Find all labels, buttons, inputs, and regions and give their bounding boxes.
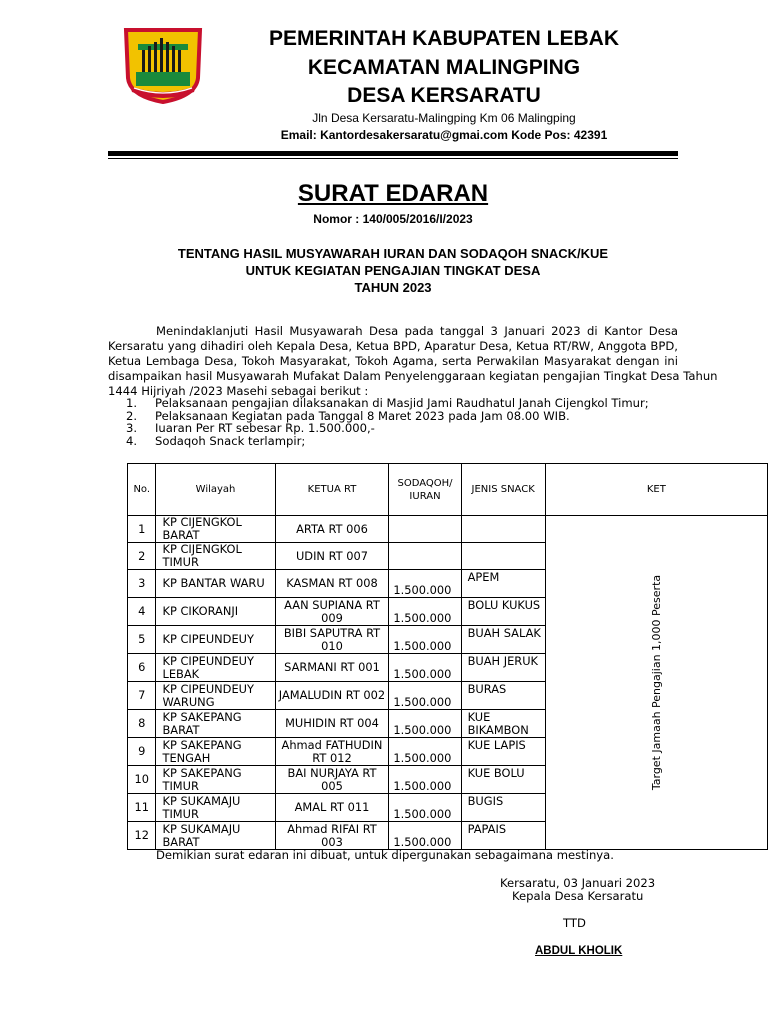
cell-snack: BUAH JERUK — [461, 654, 545, 682]
cell-wilayah: KP CIKORANJI — [156, 598, 275, 626]
cell-wilayah: KP SUKAMAJU BARAT — [156, 822, 275, 850]
cell-ket — [545, 516, 767, 850]
list-number: 2. — [126, 408, 138, 423]
signer-name: ABDUL KHOLIK — [535, 945, 623, 957]
cell-snack — [461, 543, 545, 570]
cell-iuran: 1.500.000 — [389, 794, 461, 822]
table-header-row — [128, 464, 768, 516]
cell-snack: BURAS — [461, 682, 545, 710]
list-text: Sodaqoh Snack terlampir; — [155, 433, 306, 448]
cell-ketua-rt: AAN SUPIANA RT 009 — [275, 598, 389, 626]
letterhead-contact: Email: Kantordesakersaratu@gmai.com Kode Pos: 42391 — [280, 128, 608, 142]
cell-ketua-rt: BAI NURJAYA RT 005 — [275, 766, 389, 794]
column-header: No. — [128, 464, 156, 516]
cell-ketua-rt: BIBI SAPUTRA RT 010 — [275, 626, 389, 654]
subject-line: UNTUK KEGIATAN PENGAJIAN TINGKAT DESA — [245, 263, 541, 278]
paragraph-line: Ketua Lembaga Desa, Tokoh Masyarakat, Tokoh Agama, serta Perwakilan Masyarakat dengan ini — [108, 354, 678, 368]
cell-ketua-rt: AMAL RT 011 — [275, 794, 389, 822]
ket-note: Target Jamaah Pengajian 1,000 Peserta — [649, 574, 663, 791]
column-header: JENIS SNACK — [461, 464, 545, 516]
cell-iuran: 1.500.000 — [389, 598, 461, 626]
closing-statement: Demikian surat edaran ini dibuat, untuk dipergunakan sebagaimana mestinya. — [156, 848, 614, 862]
list-item — [108, 409, 678, 422]
cell-wilayah: KP SUKAMAJU TIMUR — [156, 794, 275, 822]
cell-no: 7 — [128, 682, 156, 710]
list-number: 3. — [126, 421, 138, 435]
list-text: Iuaran Per RT sebesar Rp. 1.500.000,- — [155, 421, 375, 435]
paragraph-line: Menindaklanjuti Hasil Musyawarah Desa pada tanggal 3 Januari 2023 di Kantor Desa — [156, 324, 678, 338]
column-header: KETUA RT — [275, 464, 389, 516]
list-text: Pelaksanaan pengajian dilaksanakan di Masjid Jami Raudhatul Janah Cijengkol Timur; — [155, 396, 649, 410]
cell-iuran — [389, 543, 461, 570]
cell-no: 12 — [128, 822, 156, 850]
letterhead-address: Jln Desa Kersaratu-Malingping Km 06 Malingping — [312, 111, 576, 125]
cell-snack: PAPAIS — [461, 822, 545, 850]
cell-ketua-rt: UDIN RT 007 — [275, 543, 389, 570]
cell-wilayah: KP CIPEUNDEUY — [156, 626, 275, 654]
cell-iuran — [389, 516, 461, 543]
letterhead-village: DESA KERSARATU — [347, 84, 541, 107]
column-header: Wilayah — [156, 464, 275, 516]
cell-ketua-rt: KASMAN RT 008 — [275, 570, 389, 598]
subject-line: TENTANG HASIL MUSYAWARAH IURAN DAN SODAQOH SNACK/KUE — [177, 246, 609, 261]
cell-iuran: 1.500.000 — [389, 570, 461, 598]
snack-schedule-table — [127, 463, 768, 850]
cell-wilayah: KP CIPEUNDEUY WARUNG — [156, 682, 275, 710]
list-item — [108, 421, 678, 434]
cell-wilayah: KP CIPEUNDEUY LEBAK — [156, 654, 275, 682]
cell-no: 6 — [128, 654, 156, 682]
list-number: 4. — [126, 433, 138, 448]
cell-wilayah: KP SAKEPANG BARAT — [156, 710, 275, 738]
cell-snack: BUAH SALAK — [461, 626, 545, 654]
paragraph-line: disampaikan hasil Musyawarah Mufakat Dalam Penyelenggaraan kegiatan pengajian Tingkat Desa Tahun — [108, 369, 718, 383]
cell-no: 9 — [128, 738, 156, 766]
cell-snack: APEM — [461, 570, 545, 598]
cell-wilayah: KP CIJENGKOL TIMUR — [156, 543, 275, 570]
place-and-date: Kersaratu, 03 Januari 2023 — [500, 876, 656, 890]
cell-iuran: 1.500.000 — [389, 626, 461, 654]
cell-no: 8 — [128, 710, 156, 738]
cell-ketua-rt: SARMANI RT 001 — [275, 654, 389, 682]
paragraph-line: Kersaratu yang dihadiri oleh Kepala Desa, Ketua BPD, Aparatur Desa, Ketua RT/RW, Anggota BPD, — [108, 339, 678, 353]
paragraph-line: 1444 Hijriyah /2023 Masehi sebagai berikut : — [108, 384, 369, 398]
cell-no: 3 — [128, 570, 156, 598]
cell-iuran: 1.500.000 — [389, 682, 461, 710]
cell-wilayah: KP SAKEPANG TENGAH — [156, 738, 275, 766]
cell-ketua-rt: MUHIDIN RT 004 — [275, 710, 389, 738]
list-item — [108, 396, 678, 409]
letterhead-divider-thick — [108, 151, 678, 156]
subject-line: TAHUN 2023 — [354, 280, 432, 295]
cell-wilayah: KP CIJENGKOL BARAT — [156, 516, 275, 543]
cell-snack: BOLU KUKUS — [461, 598, 545, 626]
list-number: 1. — [126, 396, 138, 410]
letterhead-divider-thin — [108, 158, 678, 159]
cell-iuran: 1.500.000 — [389, 654, 461, 682]
column-header: SODAQOH/ IURAN — [389, 464, 461, 516]
list-item — [108, 434, 678, 447]
cell-ketua-rt: Ahmad FATHUDIN RT 012 — [275, 738, 389, 766]
cell-iuran: 1.500.000 — [389, 710, 461, 738]
letterhead-district: KECAMATAN MALINGPING — [307, 56, 581, 79]
cell-no: 5 — [128, 626, 156, 654]
signer-position: Kepala Desa Kersaratu — [512, 889, 644, 903]
table-row — [128, 516, 768, 543]
cell-snack: BUGIS — [461, 794, 545, 822]
signature-mark: TTD — [563, 916, 586, 930]
cell-snack: KUE BOLU — [461, 766, 545, 794]
cell-ketua-rt: ARTA RT 006 — [275, 516, 389, 543]
cell-wilayah: KP BANTAR WARU — [156, 570, 275, 598]
document-title: SURAT EDARAN — [297, 180, 489, 207]
cell-ketua-rt: Ahmad RIFAI RT 003 — [275, 822, 389, 850]
cell-no: 10 — [128, 766, 156, 794]
cell-no: 1 — [128, 516, 156, 543]
column-header: KET — [545, 464, 767, 516]
cell-iuran: 1.500.000 — [389, 822, 461, 850]
cell-no: 11 — [128, 794, 156, 822]
cell-snack — [461, 516, 545, 543]
document-number: Nomor : 140/005/2016/I/2023 — [313, 212, 473, 226]
cell-iuran: 1.500.000 — [389, 738, 461, 766]
cell-iuran: 1.500.000 — [389, 766, 461, 794]
decision-list — [108, 396, 678, 446]
body-paragraph — [108, 324, 718, 399]
letterhead-regency: PEMERINTAH KABUPATEN LEBAK — [269, 27, 619, 50]
cell-snack: KUE LAPIS — [461, 738, 545, 766]
cell-snack: KUE BIKAMBON — [461, 710, 545, 738]
cell-wilayah: KP SAKEPANG TIMUR — [156, 766, 275, 794]
cell-no: 2 — [128, 543, 156, 570]
cell-no: 4 — [128, 598, 156, 626]
village-emblem-logo — [120, 22, 206, 106]
list-text: Pelaksanaan Kegiatan pada Tanggal 8 Maret 2023 pada Jam 08.00 WIB. — [155, 408, 570, 423]
cell-ketua-rt: JAMALUDIN RT 002 — [275, 682, 389, 710]
